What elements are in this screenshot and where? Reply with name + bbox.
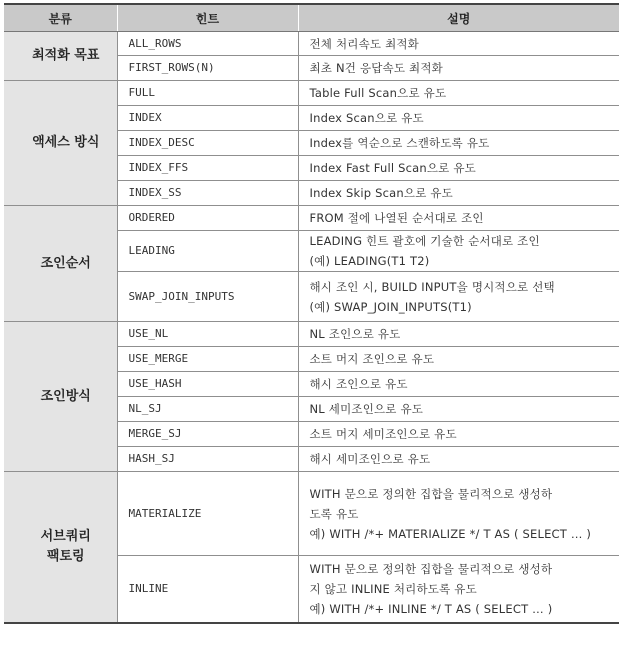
header-hint: 힌트	[117, 4, 298, 32]
category-label: 서브쿼리	[40, 528, 91, 544]
hint-cell: SWAP_JOIN_INPUTS	[117, 272, 298, 322]
hint-cell: MERGE_SJ	[117, 422, 298, 447]
hint-cell: ORDERED	[117, 206, 298, 231]
category-label: 팩토링	[46, 548, 85, 564]
hint-cell: USE_NL	[117, 322, 298, 347]
header-row	[4, 4, 619, 32]
description-cell	[298, 156, 619, 181]
category-cell	[4, 322, 117, 472]
hint-cell: INDEX_DESC	[117, 131, 298, 156]
description-line: 예) WITH /*+ MATERIALIZE */ T AS ( SELECT … )	[309, 526, 592, 541]
hint-cell: LEADING	[117, 231, 298, 272]
hint-cell: MATERIALIZE	[117, 472, 298, 556]
description-line: 도록 유도	[309, 506, 359, 521]
category-label: 조인순서	[40, 255, 91, 271]
description-line: 전체 처리속도 최적화	[309, 36, 419, 51]
description-line: 최초 N건 응답속도 최적화	[309, 61, 443, 75]
table-row	[4, 322, 619, 347]
hint-cell: INDEX_SS	[117, 181, 298, 206]
description-cell	[298, 231, 619, 272]
category-label: 액세스 방식	[32, 135, 100, 150]
description-line: 소트 머지 조인으로 유도	[309, 352, 435, 366]
description-cell	[298, 397, 619, 422]
description-cell	[298, 131, 619, 156]
table-row	[4, 81, 619, 106]
hint-cell: HASH_SJ	[117, 447, 298, 472]
description-cell	[298, 56, 619, 81]
description-line: WITH 문으로 정의한 집합을 물리적으로 생성하	[309, 561, 553, 576]
description-cell	[298, 347, 619, 372]
description-cell	[298, 372, 619, 397]
hint-cell: USE_HASH	[117, 372, 298, 397]
description-line: LEADING 힌트 괄호에 기술한 순서대로 조인	[309, 234, 540, 248]
description-cell	[298, 556, 619, 623]
description-line: WITH 문으로 정의한 집합을 물리적으로 생성하	[309, 486, 553, 501]
description-line: 해시 조인으로 유도	[309, 377, 408, 391]
header-category: 분류	[4, 4, 117, 32]
hint-cell: FIRST_ROWS(N)	[117, 56, 298, 81]
hint-table	[4, 3, 619, 624]
description-line: Index Scan으로 유도	[309, 111, 424, 125]
category-cell	[4, 32, 117, 81]
category-cell	[4, 206, 117, 322]
category-label: 최적화 목표	[32, 48, 100, 63]
description-line: FROM 절에 나열된 순서대로 조인	[309, 211, 484, 225]
table-body	[4, 32, 619, 623]
hint-cell: INDEX	[117, 106, 298, 131]
description-line: Index를 역순으로 스캔하도록 유도	[309, 136, 490, 150]
hint-cell: FULL	[117, 81, 298, 106]
description-line: NL 조인으로 유도	[309, 327, 401, 341]
description-line: 지 않고 INLINE 처리하도록 유도	[309, 581, 477, 596]
description-line: 소트 머지 세미조인으로 유도	[309, 427, 457, 441]
description-cell	[298, 32, 619, 56]
description-line: 예) WITH /*+ INLINE */ T AS ( SELECT … )	[309, 601, 553, 616]
description-line: NL 세미조인으로 유도	[309, 402, 424, 416]
hint-cell: USE_MERGE	[117, 347, 298, 372]
category-cell	[4, 81, 117, 206]
category-cell	[4, 472, 117, 623]
description-line: (예) SWAP_JOIN_INPUTS(T1)	[309, 299, 472, 314]
hint-cell: INLINE	[117, 556, 298, 623]
hint-cell: INDEX_FFS	[117, 156, 298, 181]
description-cell	[298, 322, 619, 347]
description-cell	[298, 272, 619, 322]
description-cell	[298, 447, 619, 472]
description-line: 해시 조인 시, BUILD INPUT을 명시적으로 선택	[309, 279, 555, 294]
header-description: 설명	[298, 4, 619, 32]
description-cell	[298, 181, 619, 206]
description-line: Table Full Scan으로 유도	[309, 86, 447, 100]
table-row	[4, 206, 619, 231]
description-cell	[298, 81, 619, 106]
table-row	[4, 472, 619, 556]
table-row	[4, 32, 619, 56]
description-cell	[298, 422, 619, 447]
description-cell	[298, 106, 619, 131]
description-line: Index Fast Full Scan으로 유도	[309, 161, 476, 175]
hint-cell: NL_SJ	[117, 397, 298, 422]
description-line: 해시 세미조인으로 유도	[309, 452, 431, 466]
description-line: (예) LEADING(T1 T2)	[309, 254, 430, 268]
category-label: 조인방식	[40, 388, 91, 404]
description-cell	[298, 472, 619, 556]
description-cell	[298, 206, 619, 231]
description-line: Index Skip Scan으로 유도	[309, 186, 453, 200]
hint-cell: ALL_ROWS	[117, 32, 298, 56]
